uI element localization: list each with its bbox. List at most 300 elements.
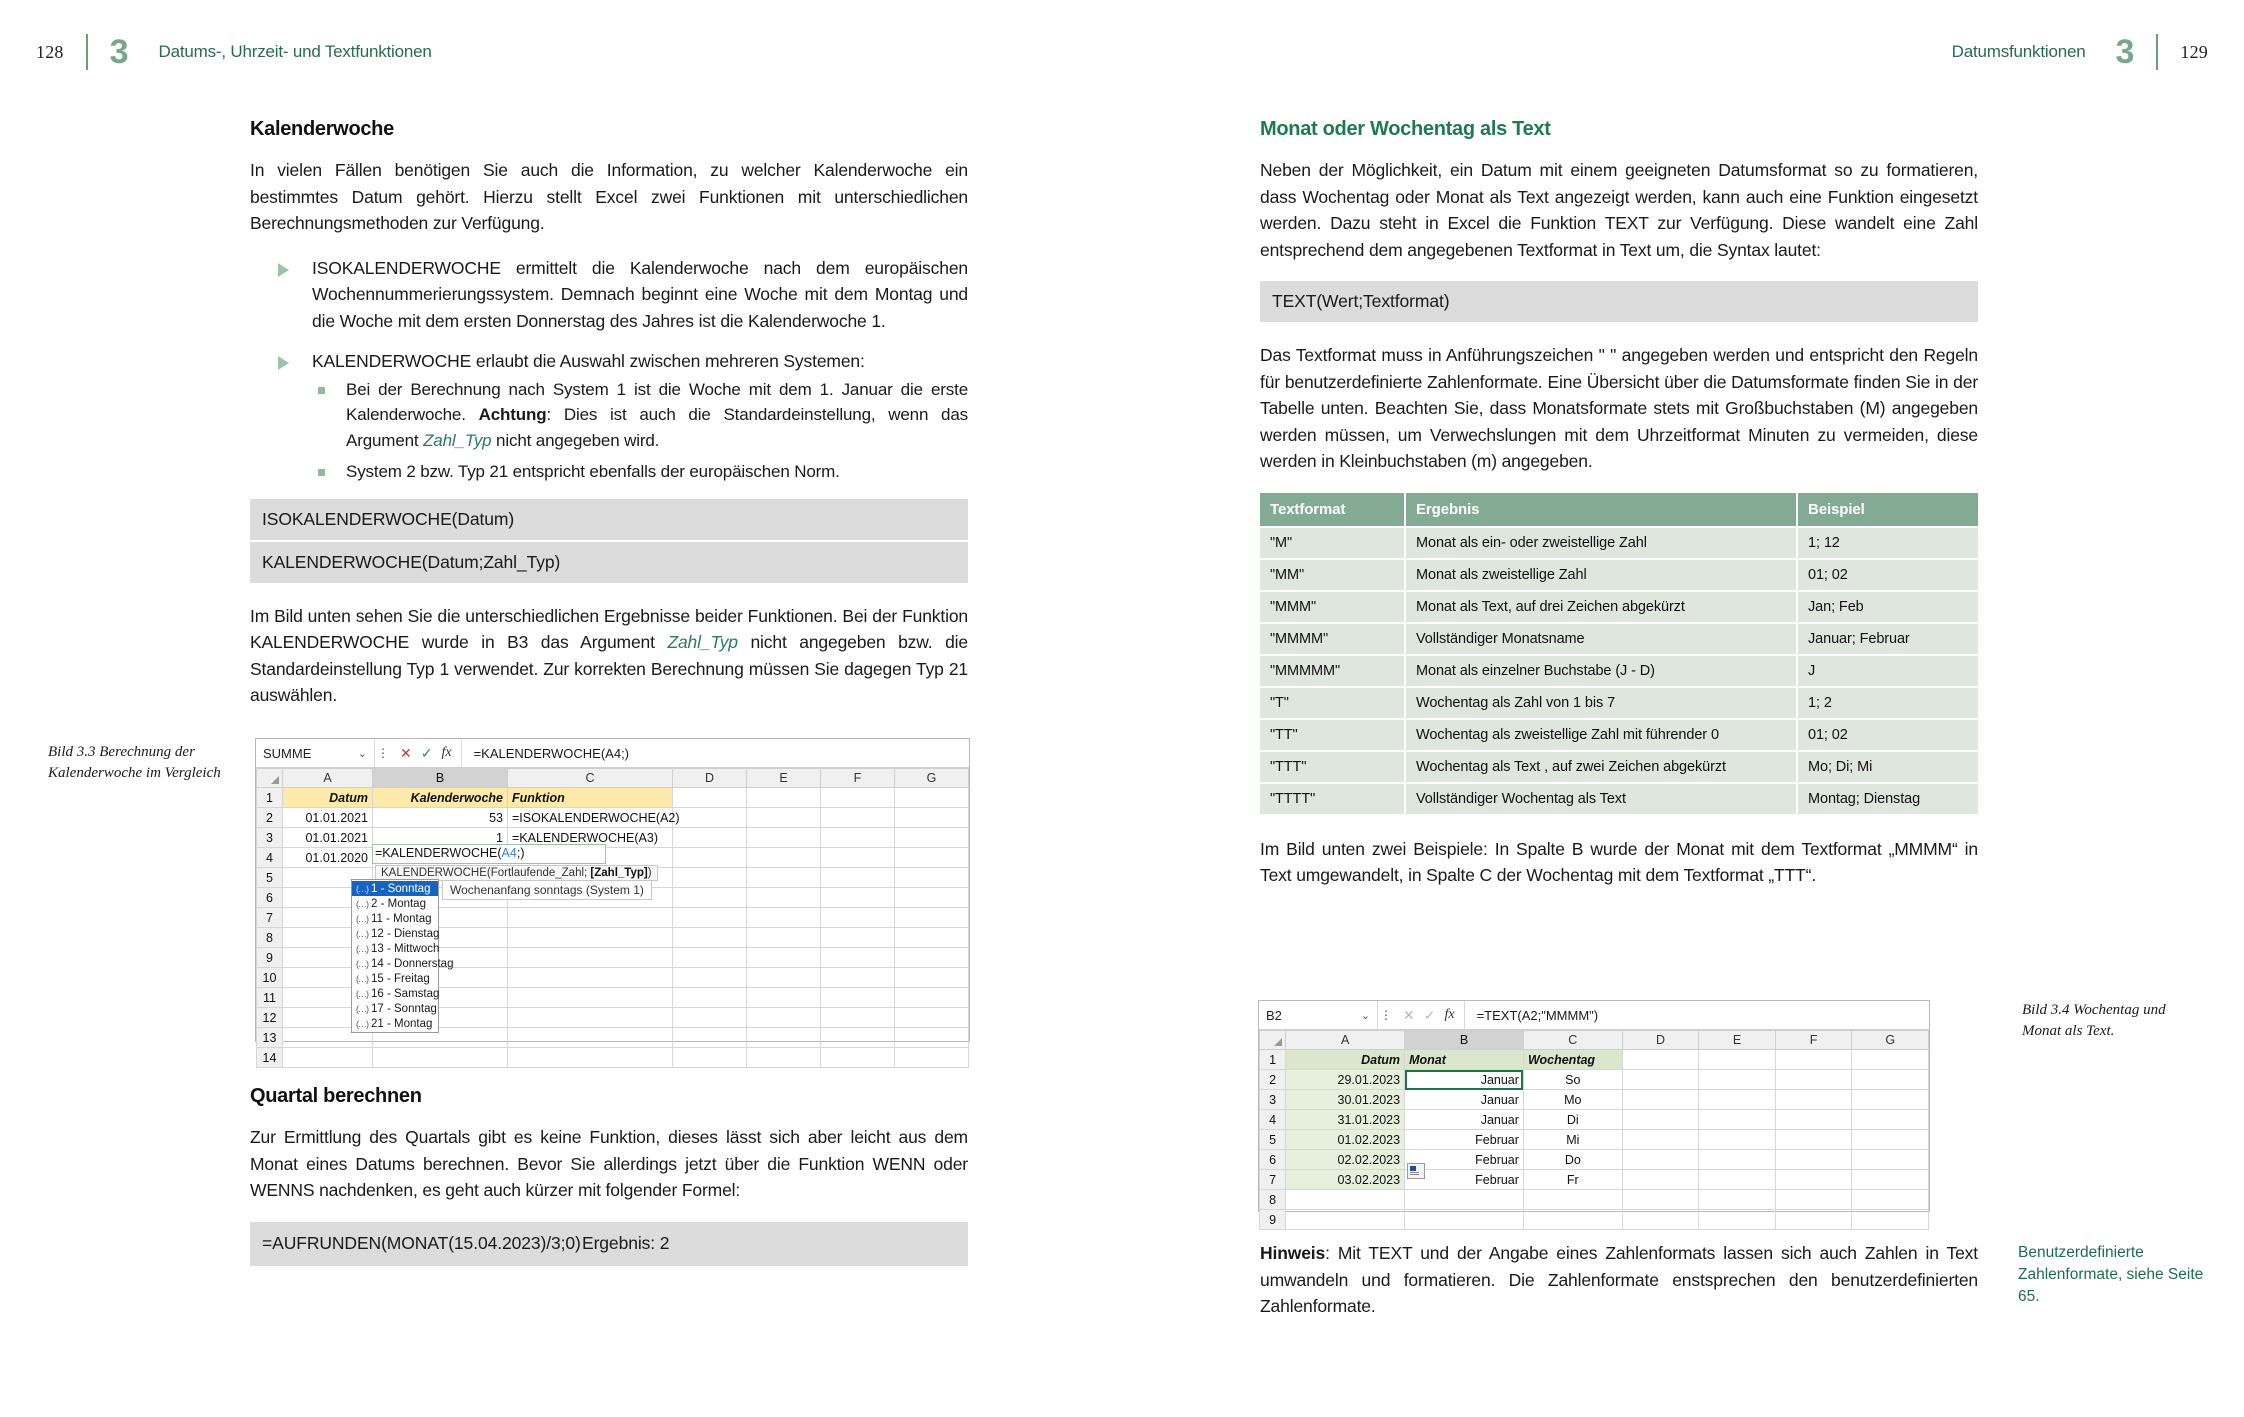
cell-g2[interactable] [895,808,969,828]
cell-g10[interactable] [895,968,969,988]
cell-d13[interactable] [673,1028,747,1048]
table-row [257,828,969,848]
cell-e3[interactable] [1699,1090,1776,1110]
column-header-b[interactable]: B [1405,1031,1524,1050]
cell-g8[interactable] [895,928,969,948]
cell-b1[interactable]: Monat [1405,1050,1524,1070]
cell-beispiel: 1; 12 [1797,527,1978,559]
table-row [1260,1210,1929,1230]
cell-c3[interactable]: =KALENDERWOCHE(A3) [508,828,673,848]
cell-beispiel: 1; 2 [1797,687,1978,719]
dropdown-item[interactable] [352,1001,438,1016]
cell-d5[interactable] [1622,1130,1699,1150]
cell-e4[interactable] [1699,1110,1776,1130]
row-header[interactable]: 4 [257,848,283,868]
excel-grid [1259,1030,1929,1230]
column-header-g[interactable]: G [1852,1031,1929,1050]
cell-b8[interactable] [1405,1190,1524,1210]
cell-d4[interactable] [1622,1110,1699,1130]
confirm-icon[interactable]: ✓ [420,744,433,761]
row-header[interactable]: 14 [257,1048,283,1068]
row-header[interactable]: 13 [257,1028,283,1048]
row-header[interactable]: 8 [257,928,283,948]
cell-f6[interactable] [821,888,895,908]
dropdown-description-tooltip: Wochenanfang sonntags (System 1) [442,880,652,900]
list-item [250,255,968,335]
cell-g11[interactable] [895,988,969,1008]
cell-d5[interactable] [673,868,747,888]
row-header[interactable]: 10 [257,968,283,988]
edit-cell-reference: A4 [501,846,517,860]
row-header[interactable]: 1 [1260,1050,1286,1070]
paragraph-part-b: nicht angegeben bzw. die Standardeinstellung Typ 1 verwendet. Zur korrekten Berechnung müssen Sie dagegen Typ 21 auswählen. [250,632,968,705]
cell-c2[interactable]: So [1523,1070,1622,1090]
cell-g5[interactable] [895,868,969,888]
cell-c14[interactable] [508,1048,673,1068]
excel-formula-input[interactable]: =TEXT(A2;"MMMM") [1476,1007,1599,1023]
excel-name-box[interactable] [256,739,375,767]
table-row [1260,1130,1929,1150]
cell-a3[interactable]: 30.01.2023 [1286,1090,1405,1110]
cell-d9[interactable] [1622,1210,1699,1230]
cell-a2[interactable]: 29.01.2023 [1286,1070,1405,1090]
cell-c13[interactable] [508,1028,673,1048]
list-entry-icon: (…) [356,988,368,999]
more-options-icon[interactable]: ⋮ [377,746,389,760]
cell-ergebnis: Wochentag als Text , auf zwei Zeichen abgekürzt [1405,751,1797,783]
subbullet-text: System 2 bzw. Typ 21 entspricht ebenfalls der europäischen Norm. [346,462,840,481]
cell-f11[interactable] [821,988,895,1008]
cell-a2[interactable]: 01.01.2021 [283,808,373,828]
cell-e9[interactable] [1699,1210,1776,1230]
cell-b2[interactable]: 53 [373,808,508,828]
cell-ergebnis: Monat als Text, auf drei Zeichen abgekürzt [1405,591,1797,623]
more-options-icon[interactable]: ⋮ [1380,1008,1392,1022]
cell-e2[interactable] [1699,1070,1776,1090]
table-row [257,1048,969,1068]
cell-d2[interactable] [1622,1070,1699,1090]
cell-d1[interactable] [673,788,747,808]
cell-b2[interactable]: Januar [1405,1070,1524,1090]
cell-a4[interactable]: 01.01.2020 [283,848,373,868]
cell-g4[interactable] [1852,1110,1929,1130]
syntax-box-group-text [1260,281,1978,322]
cell-g4[interactable] [895,848,969,868]
cell-f10[interactable] [821,968,895,988]
note-label-hinweis: Hinweis [1260,1243,1326,1263]
bullet-text: ISOKALENDERWOCHE ermittelt die Kalenderwoche nach dem europäischen Wochennummerierungssystem. Demnach beginnt eine Woche mit dem Montag und die Woche mit dem ersten Donnerstag des Jahres ist die Kalenderwoche 1. [312,257,968,331]
table-row [1260,783,1978,814]
cell-e12[interactable] [747,1008,821,1028]
row-header[interactable]: 4 [1260,1110,1286,1130]
cell-f3[interactable] [1775,1090,1852,1110]
triangle-bullet-icon [278,263,289,277]
dropdown-item[interactable] [352,956,454,971]
argument-name-zahltyp: Zahl_Typ [423,430,492,450]
column-header-g[interactable]: G [895,769,969,788]
subbullet-text-c: nicht angegeben wird. [491,430,660,450]
table-row [1260,687,1978,719]
cell-c2[interactable]: =ISOKALENDERWOCHE(A2) [508,808,673,828]
cell-d4[interactable] [673,848,747,868]
cell-ergebnis: Monat als ein- oder zweistellige Zahl [1405,527,1797,559]
cell-textformat: "TTT" [1260,751,1405,783]
row-header[interactable]: 6 [1260,1150,1286,1170]
cell-c9[interactable] [508,948,673,968]
cell-b9[interactable] [1405,1210,1524,1230]
cell-a7[interactable]: 03.02.2023 [1286,1170,1405,1190]
cell-f1[interactable] [821,788,895,808]
cell-g7[interactable] [895,908,969,928]
cell-d2[interactable] [673,808,747,828]
chapter-number-left: 3 [109,33,129,71]
cell-e3[interactable] [747,828,821,848]
cell-c7[interactable]: Fr [1523,1170,1622,1190]
excel-formula-bar [1259,1001,1929,1030]
cell-f4[interactable] [821,848,895,868]
cell-d9[interactable] [673,948,747,968]
column-header-e[interactable]: E [1699,1031,1776,1050]
column-header-a[interactable]: A [1286,1031,1405,1050]
dropdown-item[interactable] [352,941,438,956]
cell-beispiel: Mo; Di; Mi [1797,751,1978,783]
cell-f3[interactable] [821,828,895,848]
cell-d7[interactable] [673,908,747,928]
cell-b3[interactable]: 1 [373,828,508,848]
row-header[interactable]: 1 [257,788,283,808]
section-heading-monat-wochentag: Monat oder Wochentag als Text [1260,118,1551,140]
subbullet-text-b: : Dies ist auch die Standardeinstellung, wenn das Argument [346,405,969,450]
table-row [1260,559,1978,591]
row-header[interactable]: 7 [257,908,283,928]
table-row [1260,751,1978,783]
column-header-a[interactable]: A [283,769,373,788]
cell-b5[interactable]: Februar [1405,1130,1524,1150]
cell-textformat: "MMMMM" [1260,655,1405,687]
cell-textformat: "T" [1260,687,1405,719]
cell-c9[interactable] [1523,1210,1622,1230]
cell-c11[interactable] [508,988,673,1008]
cell-g13[interactable] [895,1028,969,1048]
table-row [1260,1110,1929,1130]
cell-g1[interactable] [1852,1050,1929,1070]
excel-editing-cell-b4[interactable] [372,844,606,864]
argument-dropdown-list[interactable] [351,879,454,1033]
chapter-number-right: 3 [2115,33,2135,71]
dropdown-item-label: 17 - Sonntag [371,1002,437,1015]
cell-g3[interactable] [1852,1090,1929,1110]
row-header[interactable]: 5 [1260,1130,1286,1150]
margin-crossreference-note: Benutzerdefinierte Zahlenformate, siehe Seite 65. [2018,1244,2204,1305]
cell-d1[interactable] [1622,1050,1699,1070]
cell-textformat: "MMM" [1260,591,1405,623]
cell-c4[interactable]: Di [1523,1110,1622,1130]
cell-f9[interactable] [821,948,895,968]
cell-c1[interactable]: Wochentag [1523,1050,1622,1070]
list-entry-icon: (…) [356,1018,368,1029]
dropdown-item[interactable] [352,926,438,941]
dropdown-item-label: 2 - Montag [371,897,426,910]
cell-e6[interactable] [1699,1150,1776,1170]
cell-b7[interactable]: Februar [1405,1170,1524,1190]
dropdown-item-label: 13 - Mittwoch [371,942,440,955]
cell-e11[interactable] [747,988,821,1008]
column-header-b[interactable]: B [373,769,508,788]
cell-beispiel: 01; 02 [1797,719,1978,751]
cell-f13[interactable] [821,1028,895,1048]
cell-a1[interactable]: Datum [283,788,373,808]
confirm-icon[interactable]: ✓ [1423,1006,1436,1023]
corner-triangle-icon [1274,1038,1282,1046]
row-header[interactable]: 2 [257,808,283,828]
cell-f5[interactable] [1775,1130,1852,1150]
excel-screenshot-text-funktion [1258,1000,1930,1227]
cell-d14[interactable] [673,1048,747,1068]
cell-e9[interactable] [747,948,821,968]
cell-b4[interactable]: Januar [1405,1110,1524,1130]
select-all-corner[interactable] [257,769,283,788]
cell-d3[interactable] [673,828,747,848]
cell-e7[interactable] [747,908,821,928]
cell-e7[interactable] [1699,1170,1776,1190]
cell-f6[interactable] [1775,1150,1852,1170]
running-head-title-right: Datumsfunktionen [1951,42,2086,61]
bullet-list-level1 [250,255,968,485]
subbullet-text-a: Bei der Berechnung nach System 1 ist die Woche mit dem 1. Januar die erste Kalenderwoche. [346,379,968,424]
cell-f7[interactable] [821,908,895,928]
cell-d12[interactable] [673,1008,747,1028]
dropdown-item[interactable] [352,1016,438,1031]
paragraph-after-syntax [250,603,968,709]
select-all-corner[interactable] [1260,1031,1286,1050]
row-header[interactable]: 7 [1260,1170,1286,1190]
cell-c12[interactable] [508,1008,673,1028]
cell-g3[interactable] [895,828,969,848]
cell-g8[interactable] [1852,1190,1929,1210]
column-header-c[interactable]: C [508,769,673,788]
cell-d6[interactable] [1622,1150,1699,1170]
cell-b6[interactable]: Februar [1405,1150,1524,1170]
cell-c8[interactable] [508,928,673,948]
cell-c7[interactable] [508,908,673,928]
dropdown-item[interactable] [352,986,438,1001]
cell-b3[interactable]: Januar [1405,1090,1524,1110]
right-text-column [1260,118,1978,889]
cell-beispiel: 01; 02 [1797,559,1978,591]
cell-f8[interactable] [1775,1190,1852,1210]
running-head-right [1952,34,2208,70]
column-header-c[interactable]: C [1523,1031,1622,1050]
cell-c3[interactable]: Mo [1523,1090,1622,1110]
tooltip-syntax-active-arg: [Zahl_Typ] [590,867,648,879]
cell-b14[interactable] [373,1048,508,1068]
cell-d3[interactable] [1622,1090,1699,1110]
cell-d8[interactable] [1622,1190,1699,1210]
cell-e2[interactable] [747,808,821,828]
cell-f9[interactable] [1775,1210,1852,1230]
row-header[interactable]: 6 [257,888,283,908]
cell-e14[interactable] [747,1048,821,1068]
cell-ergebnis: Wochentag als zweistellige Zahl mit führender 0 [1405,719,1797,751]
dropdown-item-label: 15 - Freitag [371,972,430,985]
cell-beispiel: J [1797,655,1978,687]
table-row [1260,1170,1929,1190]
cell-d10[interactable] [673,968,747,988]
head-rule-left [86,34,88,70]
syntax-line-kalenderwoche: KALENDERWOCHE(Datum;Zahl_Typ) [250,540,968,583]
row-header[interactable]: 8 [1260,1190,1286,1210]
table-row [1260,1090,1929,1110]
row-header[interactable]: 9 [257,948,283,968]
cell-e6[interactable] [747,888,821,908]
cell-a3[interactable]: 01.01.2021 [283,828,373,848]
row-header[interactable]: 9 [1260,1210,1286,1230]
datumsformate-table [1260,493,1978,814]
cell-ergebnis: Monat als zweistellige Zahl [1405,559,1797,591]
excel-name-box[interactable] [1259,1001,1378,1029]
cell-f2[interactable] [821,808,895,828]
column-header-d[interactable]: D [673,769,747,788]
folio-right: 129 [2180,41,2208,62]
cell-d8[interactable] [673,928,747,948]
cell-e5[interactable] [747,868,821,888]
tooltip-syntax-prefix: KALENDERWOCHE(Fortlaufende_Zahl; [381,867,591,879]
head-rule-right [2156,34,2158,70]
excel-screenshot-kalenderwoche [255,738,970,1065]
cell-c8[interactable] [1523,1190,1622,1210]
cancel-icon[interactable]: ✕ [1403,1006,1415,1023]
cell-f14[interactable] [821,1048,895,1068]
cell-c5[interactable]: Mi [1523,1130,1622,1150]
cell-a4[interactable]: 31.01.2023 [1286,1110,1405,1130]
paragraph-quartal: Zur Ermittlung des Quartals gibt es keine Funktion, dieses lässt sich aber leicht aus dem Monat eines Datums berechnen. Bevor Sie allerdings jetzt über die Funktion WENN oder WENNS nachdenken, es geht auch kürzer mit folgender Formel: [250,1127,968,1200]
cell-textformat: "TTTT" [1260,783,1405,814]
row-header[interactable]: 5 [257,868,283,888]
excel-column-headers [1260,1031,1929,1050]
excel-formula-input[interactable]: =KALENDERWOCHE(A4;) [473,745,630,761]
running-head-title-left: Datums-, Uhrzeit- und Textfunktionen [158,42,432,61]
paragraph-beispiele: Im Bild unten zwei Beispiele: In Spalte B wurde der Monat mit dem Textformat „MMMM“ in Text umgewandelt, in Spalte C der Wochentag mit dem Textformat „TTT“. [1260,838,1978,885]
cell-c10[interactable] [508,968,673,988]
paragraph-part-a: Im Bild unten sehen Sie die unterschiedlichen Ergebnisse beider Funktionen. Bei der Funktion KALENDERWOCHE wurde in B3 das Argument [250,605,968,652]
column-header-f[interactable]: F [821,769,895,788]
cell-d6[interactable] [673,888,747,908]
paragraph-kalenderwoche-intro: In vielen Fällen benötigen Sie auch die Information, zu welcher Kalenderwoche ein bestimmtes Datum gehört. Hierzu stellt Excel zwei Funktionen mit unterschiedlichen Berechnungsmethoden zur Verfügung. [250,160,968,233]
excel-name-box-value: B2 [1266,1007,1282,1023]
cell-g9[interactable] [895,948,969,968]
cell-g1[interactable] [895,788,969,808]
row-header[interactable]: 3 [257,828,283,848]
cancel-icon[interactable]: ✕ [400,744,412,761]
dropdown-item[interactable] [352,971,438,986]
dropdown-item[interactable] [352,911,438,926]
cell-e10[interactable] [747,968,821,988]
cell-c1[interactable]: Funktion [508,788,673,808]
excel-column-headers [257,769,969,788]
cell-textformat: "M" [1260,527,1405,559]
cell-g7[interactable] [1852,1170,1929,1190]
cell-f2[interactable] [1775,1070,1852,1090]
dropdown-item-label: 11 - Montag [371,912,432,925]
cell-a5[interactable]: 01.02.2023 [1286,1130,1405,1150]
dropdown-item[interactable] [352,881,438,896]
argument-name-zahltyp: Zahl_Typ [667,632,738,652]
cell-e8[interactable] [1699,1190,1776,1210]
table-row [1260,1050,1929,1070]
cell-g6[interactable] [895,888,969,908]
dropdown-item[interactable] [352,896,438,911]
cell-f5[interactable] [821,868,895,888]
cell-g9[interactable] [1852,1210,1929,1230]
cell-e8[interactable] [747,928,821,948]
triangle-bullet-icon [278,356,289,370]
running-head-left [36,34,432,70]
square-bullet-icon [318,387,325,394]
table-row [257,788,969,808]
cell-g2[interactable] [1852,1070,1929,1090]
cell-a6[interactable]: 02.02.2023 [1286,1150,1405,1170]
column-header-f[interactable]: F [1775,1031,1852,1050]
cell-c6[interactable]: Do [1523,1150,1622,1170]
cell-ergebnis: Wochentag als Zahl von 1 bis 7 [1405,687,1797,719]
insert-function-icon[interactable]: fx [441,745,452,760]
cell-e5[interactable] [1699,1130,1776,1150]
cell-e1[interactable] [1699,1050,1776,1070]
autofill-options-icon[interactable] [1407,1163,1425,1179]
bullet-list-level2 [312,377,968,485]
chevron-down-icon[interactable]: ⌄ [357,747,367,760]
cell-e4[interactable] [747,848,821,868]
cell-g12[interactable] [895,1008,969,1028]
cell-beispiel: Jan; Feb [1797,591,1978,623]
cell-f7[interactable] [1775,1170,1852,1190]
cell-d7[interactable] [1622,1170,1699,1190]
cell-a1[interactable]: Datum [1286,1050,1405,1070]
cell-g6[interactable] [1852,1150,1929,1170]
cell-a14[interactable] [283,1048,373,1068]
cell-d11[interactable] [673,988,747,1008]
column-header-d[interactable]: D [1622,1031,1699,1050]
cell-b1[interactable]: Kalenderwoche [373,788,508,808]
cell-f8[interactable] [821,928,895,948]
cell-a9[interactable] [1286,1210,1405,1230]
list-item [312,377,968,454]
cell-e13[interactable] [747,1028,821,1048]
column-header-e[interactable]: E [747,769,821,788]
row-header[interactable]: 12 [257,1008,283,1028]
row-header[interactable]: 11 [257,988,283,1008]
cell-g5[interactable] [1852,1130,1929,1150]
cell-g14[interactable] [895,1048,969,1068]
cell-f1[interactable] [1775,1050,1852,1070]
table-row [1260,527,1978,559]
insert-function-icon[interactable]: fx [1444,1007,1455,1022]
row-header[interactable]: 2 [1260,1070,1286,1090]
formula-box-aufrunden [250,1222,968,1266]
cell-beispiel: Januar; Februar [1797,623,1978,655]
cell-f12[interactable] [821,1008,895,1028]
list-entry-icon: (…) [356,943,368,954]
cell-a8[interactable] [1286,1190,1405,1210]
list-item [312,459,968,485]
dropdown-item-label: 12 - Dienstag [371,927,440,940]
edit-text-prefix: =KALENDERWOCHE( [375,846,502,860]
row-header[interactable]: 3 [1260,1090,1286,1110]
table-row [1260,1150,1929,1170]
chevron-down-icon[interactable]: ⌄ [1360,1009,1370,1022]
cell-f4[interactable] [1775,1110,1852,1130]
cell-e1[interactable] [747,788,821,808]
